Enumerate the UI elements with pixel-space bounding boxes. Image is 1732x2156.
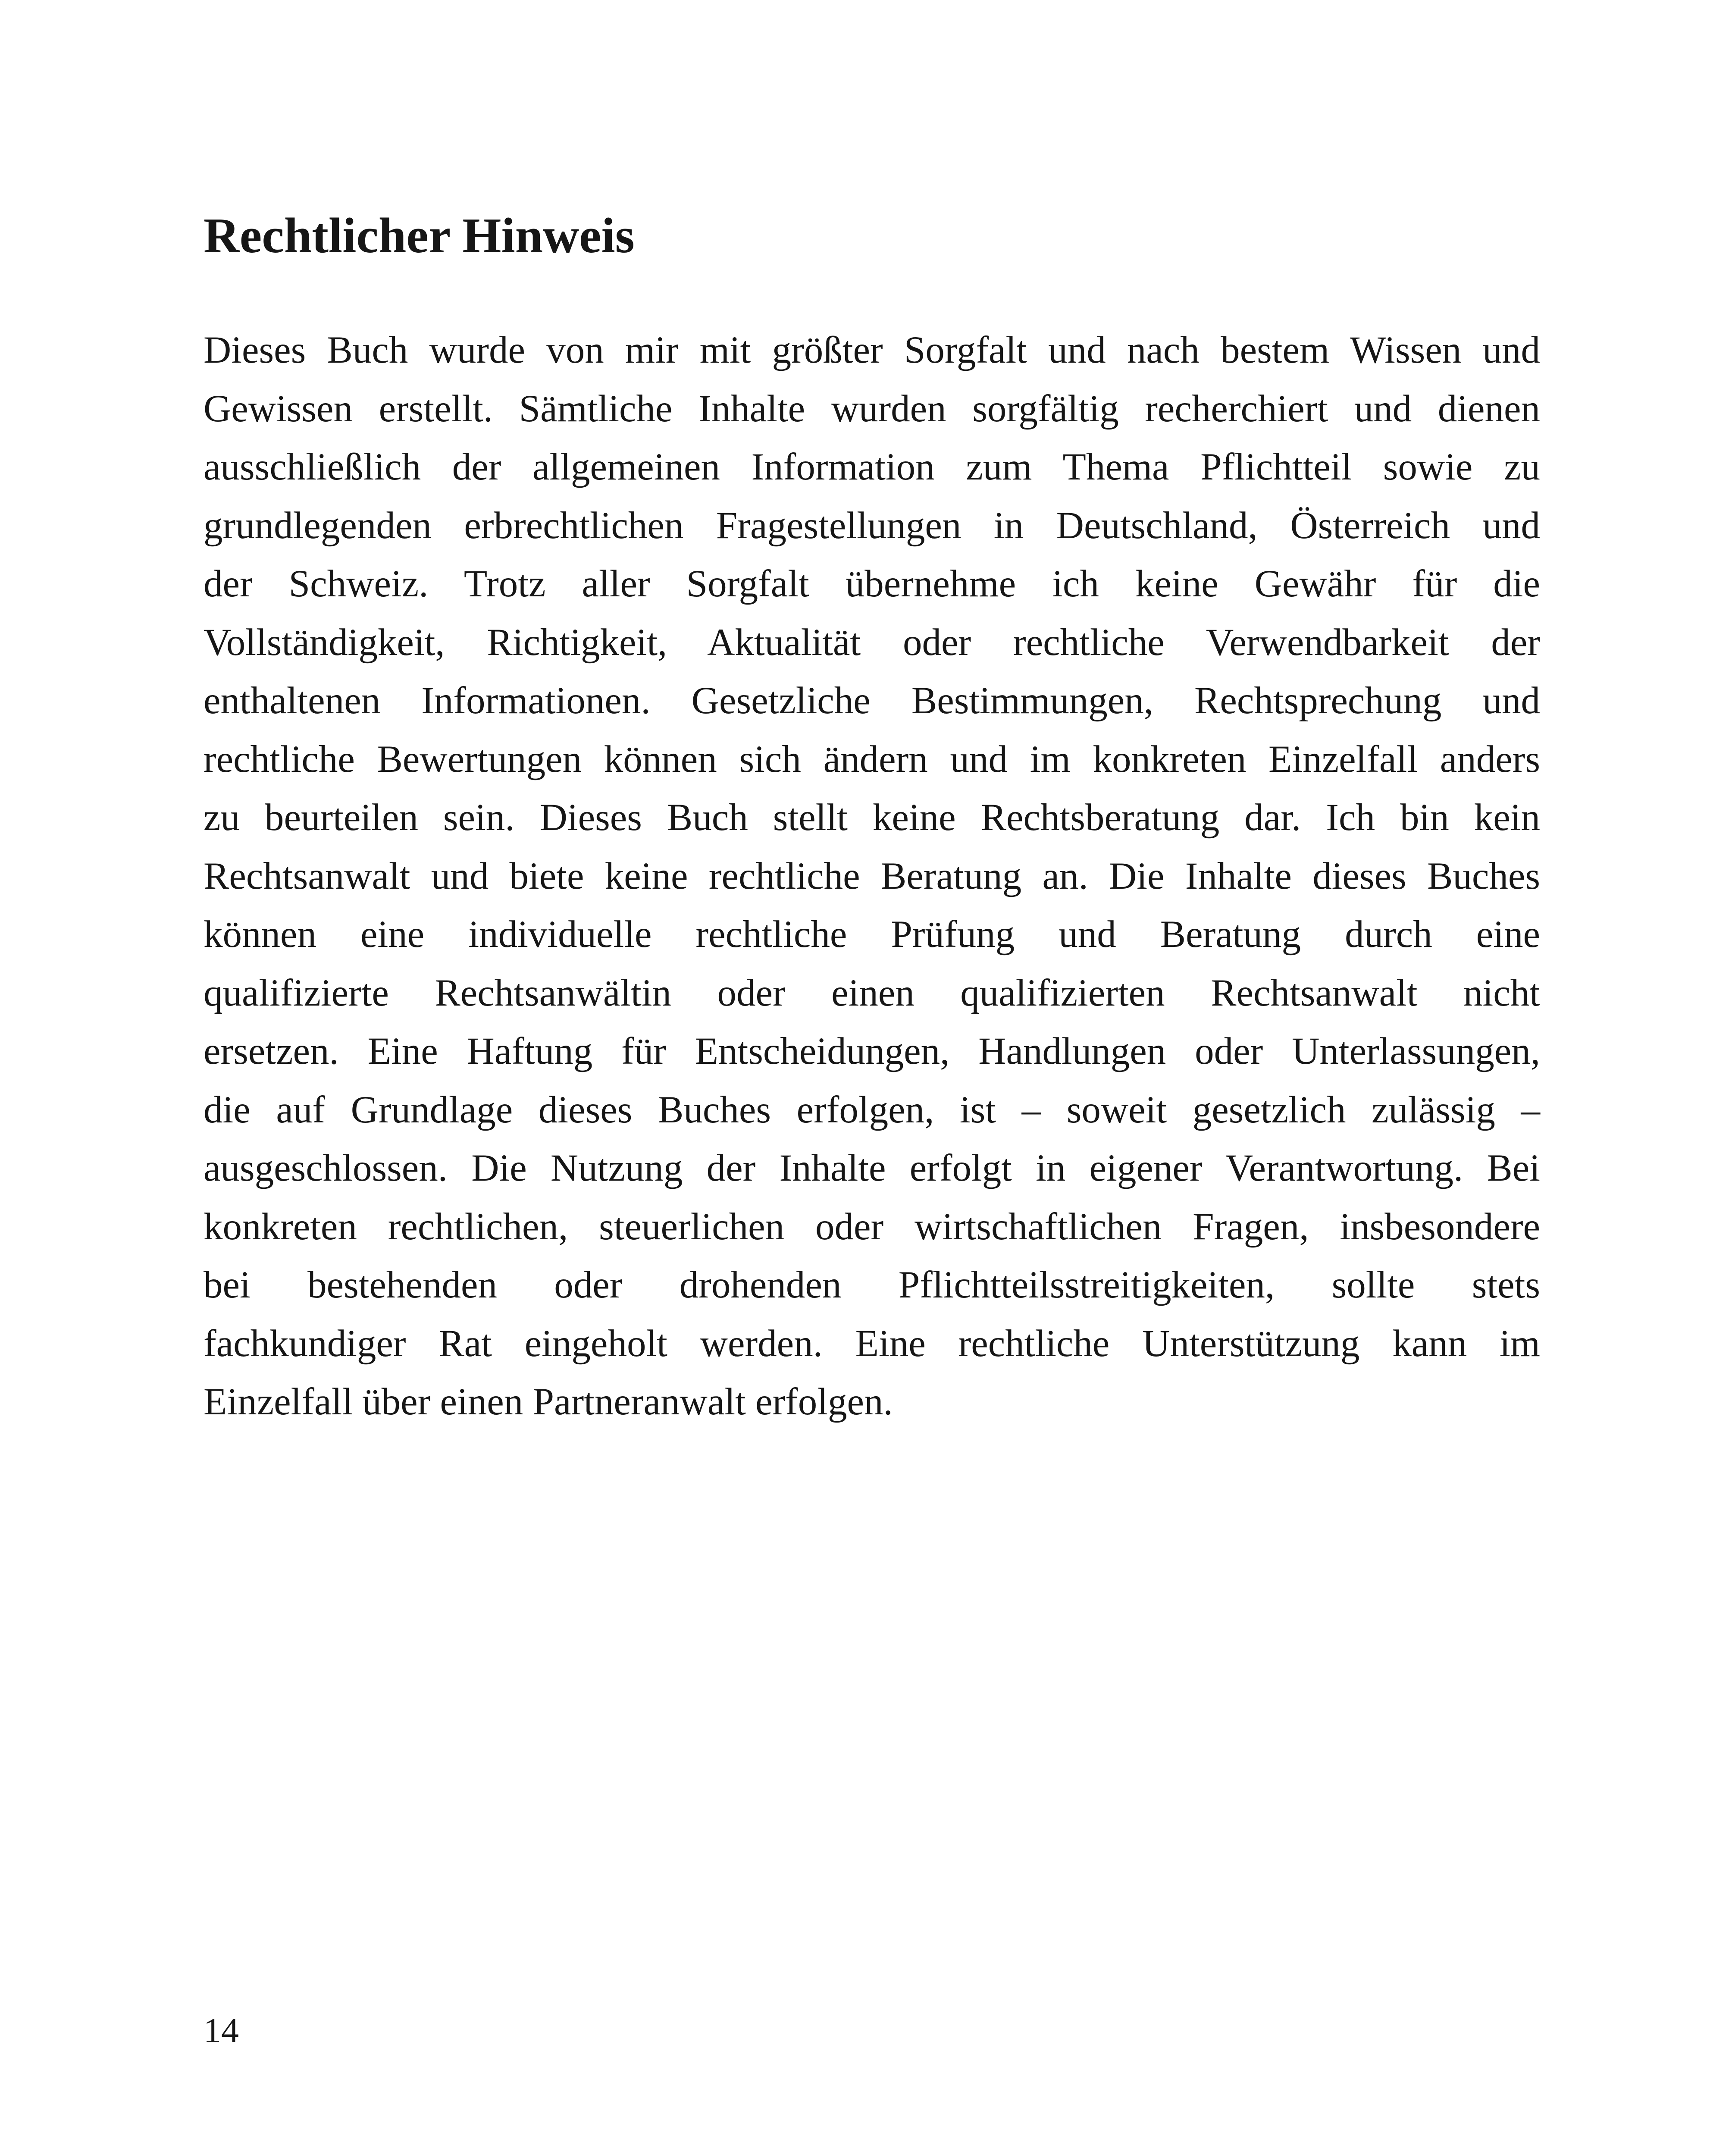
paragraph-line: zu beurteilen sein. Dieses Buch stellt keine Rechtsberatung dar. Ich bin kein [204, 796, 1540, 839]
paragraph-line: können eine individuelle rechtliche Prüfung und Beratung durch eine [204, 913, 1540, 956]
paragraph-line: Rechtsanwalt und biete keine rechtliche Beratung an. Die Inhalte dieses Buches [204, 855, 1540, 897]
paragraph-line: der Schweiz. Trotz aller Sorgfalt übernehme ich keine Gewähr für die [204, 563, 1540, 605]
paragraph-line: ausschließlich der allgemeinen Information zum Thema Pflichtteil sowie zu [204, 446, 1540, 488]
paragraph-line: die auf Grundlage dieses Buches erfolgen, ist – soweit gesetzlich zulässig – [204, 1088, 1540, 1131]
paragraph-line: Einzelfall über einen Partneranwalt erfolgen. [204, 1381, 893, 1423]
disclaimer-paragraph [204, 321, 1540, 1432]
paragraph-line: Vollständigkeit, Richtigkeit, Aktualität oder rechtliche Verwendbarkeit der [204, 621, 1540, 664]
paragraph-line: Dieses Buch wurde von mir mit größter Sorgfalt und nach bestem Wissen und [204, 329, 1540, 371]
paragraph-line: qualifizierte Rechtsanwältin oder einen qualifizierten Rechtsanwalt nicht [204, 971, 1540, 1014]
page-number: 14 [204, 2011, 239, 2050]
paragraph-line: Gewissen erstellt. Sämtliche Inhalte wurden sorgfältig recherchiert und dienen [204, 387, 1540, 430]
paragraph-line: enthaltenen Informationen. Gesetzliche Bestimmungen, Rechtsprechung und [204, 680, 1540, 722]
paragraph-line: bei bestehenden oder drohenden Pflichtteilsstreitigkeiten, sollte stets [204, 1264, 1540, 1306]
page-heading: Rechtlicher Hinweis [204, 208, 635, 263]
paragraph-line: ausgeschlossen. Die Nutzung der Inhalte erfolgt in eigener Verantwortung. Bei [204, 1147, 1540, 1189]
paragraph-line: ersetzen. Eine Haftung für Entscheidungen, Handlungen oder Unterlassungen, [204, 1030, 1540, 1072]
paragraph-line: fachkundiger Rat eingeholt werden. Eine rechtliche Unterstützung kann im [204, 1322, 1540, 1365]
paragraph-line: grundlegenden erbrechtlichen Fragestellungen in Deutschland, Österreich und [204, 504, 1540, 547]
paragraph-line: konkreten rechtlichen, steuerlichen oder wirtschaftlichen Fragen, insbesondere [204, 1205, 1540, 1248]
paragraph-line: rechtliche Bewertungen können sich ändern und im konkreten Einzelfall anders [204, 738, 1540, 780]
